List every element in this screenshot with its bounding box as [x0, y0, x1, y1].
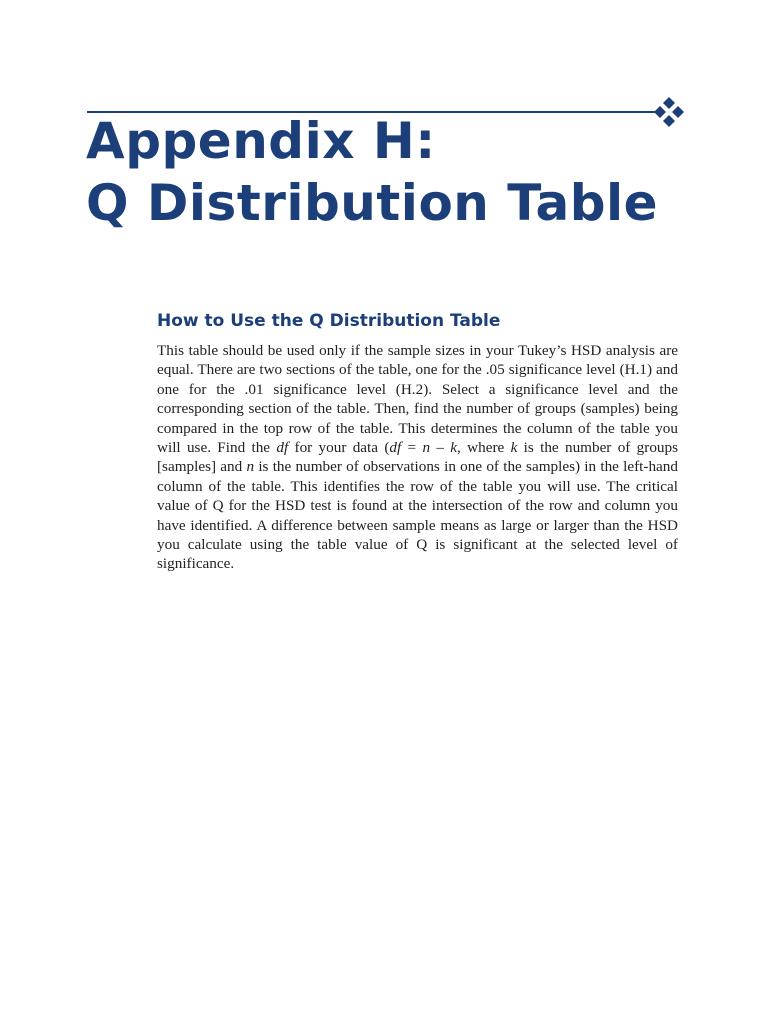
paragraph-text: is the number of observations in one of the samples) in the left-hand column of the table. This identifies the row of the table you will use. The critical value of Q for the HSD test is found at the intersection of the row and column you have identified. A difference between sample means as large or larger than the HSD you calculate using the table value of Q is significant at the selected level of significance.	[157, 458, 678, 573]
paragraph-text: n	[246, 458, 255, 476]
paragraph-text: k	[450, 439, 458, 457]
paragraph-text: for your data (	[288, 439, 390, 457]
appendix-title-line2: Q Distribution Table	[86, 174, 659, 232]
paragraph-text: df	[276, 439, 289, 457]
paragraph-text: df	[389, 439, 402, 457]
paragraph-text: =	[401, 439, 423, 457]
paragraph-text: k	[510, 439, 518, 457]
paragraph-text: , where	[457, 439, 511, 457]
appendix-title-line1: Appendix H:	[86, 112, 436, 170]
paragraph-text: –	[430, 439, 451, 457]
section-heading: How to Use the Q Distribution Table	[157, 311, 501, 331]
appendix-title	[86, 110, 658, 234]
paragraph-text: This table should be used only if the sample sizes in your Tukey’s HSD analysis are equal. There are two sections of the table, one for the .05 significance level (H.1) and one for the .01 significance level (H.2). Select a significance level and the corresponding section of the table. Then, find the number of groups (samples) being compared in the top row of the table. This determines the column of the table you will use. Find the	[157, 342, 678, 457]
paragraph-text: is the number of groups [samples] and	[157, 439, 679, 476]
instructions-paragraph	[157, 341, 678, 574]
paragraph-text: n	[422, 439, 431, 457]
